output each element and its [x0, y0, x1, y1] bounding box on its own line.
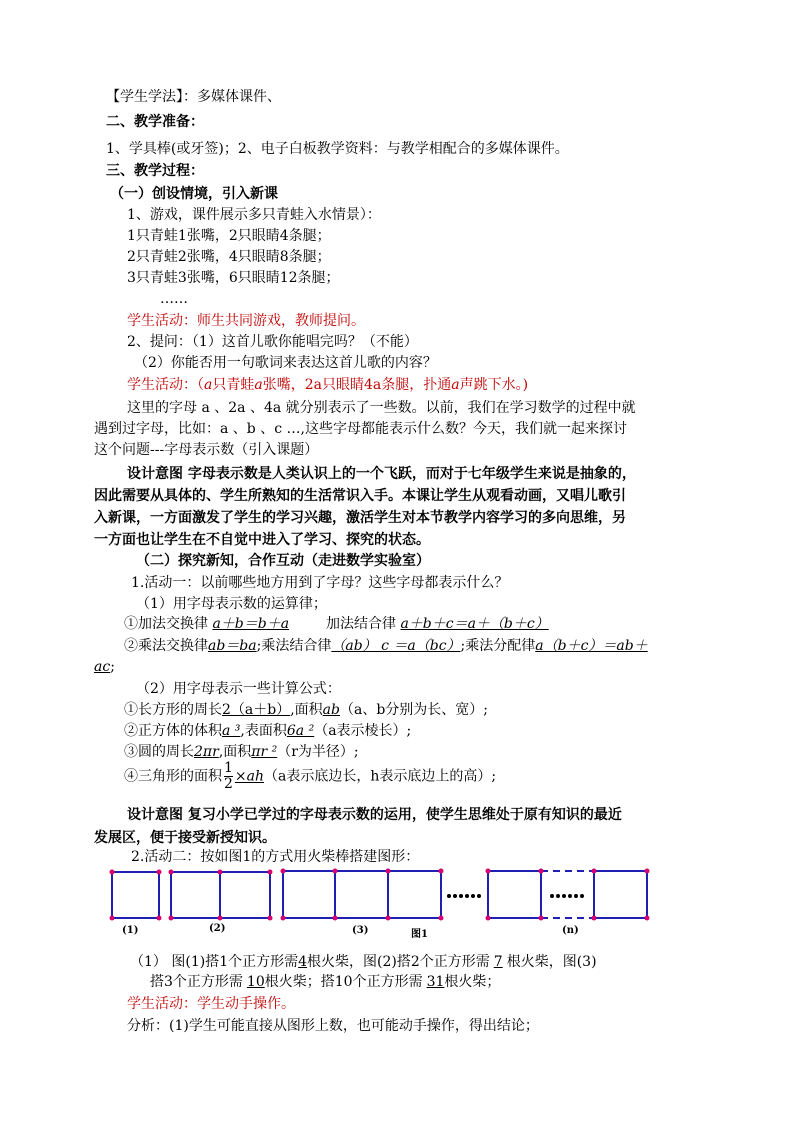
distributive-formula: a（b＋c）＝ab＋	[535, 638, 648, 654]
fign-square-last	[594, 871, 647, 918]
var-4a: 4a	[363, 377, 382, 393]
q-text: 根火柴，图(2)搭2个正方形需	[307, 954, 490, 970]
ellipsis-line: ……	[160, 291, 188, 307]
commutative-add-label: ①加法交换律	[124, 616, 208, 632]
question-matches-line2	[150, 972, 500, 992]
cube-note: （a表示棱长）;	[314, 723, 412, 739]
associative-add-label: 加法结合律	[325, 616, 396, 632]
circle-formula-line	[124, 742, 359, 762]
fraction-denominator: 2	[224, 776, 233, 792]
game-line: 1、游戏，课件展示多只青蛙入水情景）：	[127, 207, 381, 223]
activity-2-suffix: 声跳下水。)	[459, 377, 529, 393]
para-letters-1: 这里的字母 a 、2a 、4a 就分别表示了一些数。以前，我们在学习数学的过程中就	[127, 400, 636, 416]
var-a: a	[254, 377, 263, 393]
distributive-label: ;乘法分配律	[460, 638, 536, 654]
area-label: ,面积	[290, 702, 323, 718]
label-fig-2: (2)	[209, 923, 226, 934]
associative-mul-label: ;乘法结合律	[256, 638, 332, 654]
cube-surface: 6a ²	[286, 723, 315, 739]
activity-2-text: 只青蛙	[212, 377, 255, 393]
cube-label: ②正方体的体积	[124, 723, 222, 739]
student-method-line: 【学生学法】：多媒体课件、	[106, 89, 281, 105]
triangle-label: ④三角形的面积	[124, 768, 222, 785]
commutative-mul-label: ②乘法交换律	[124, 638, 208, 654]
distributive-formula-end: ac	[94, 659, 111, 675]
triangle-area: ×ah	[234, 768, 265, 785]
label-fig-n: (n)	[562, 925, 579, 936]
rect-area: ab	[322, 702, 340, 718]
answer-4: 4	[298, 954, 308, 970]
semicolon: ;	[110, 659, 115, 675]
q-text: （1） 图(1)搭1个正方形需	[130, 954, 299, 970]
design-intent-1-line2: 因此需要从具体的、学生所熟知的生活常识入手。本课让学生从观看动画，又唱儿歌引	[94, 488, 626, 504]
design-intent-2-line1: 设计意图 复习小学已学过的字母表示数的运用，使学生思维处于原有知识的最近	[127, 807, 622, 823]
fig1-square	[112, 872, 159, 918]
rectangle-formula-line	[124, 700, 488, 720]
operation-laws-heading: （1）用字母表示数的运算律；	[136, 596, 327, 612]
commutative-mul-formula: ab＝ba	[208, 638, 257, 654]
fraction-numerator: 1	[224, 760, 233, 776]
q-text: 根火柴；搭10个正方形需	[264, 974, 423, 990]
label-figure-1: 图1	[411, 929, 428, 940]
surface-label: ,表面积	[240, 723, 287, 739]
associative-mul-formula: （ab） c ＝a（bc）	[331, 638, 461, 654]
var-2a: 2a	[304, 377, 322, 393]
fig2-square-1	[171, 872, 220, 918]
section-process-heading: 三、教学过程：	[106, 163, 204, 179]
answer-10: 10	[246, 974, 265, 990]
subsection-2-heading: （二）探究新知，合作互动（走进数学实验室）	[136, 553, 430, 569]
student-activity-2	[127, 375, 528, 395]
figure-1-squares	[112, 871, 647, 918]
one-half-fraction	[224, 761, 233, 792]
circle-note: （r为半径）;	[277, 744, 359, 760]
design-intent-1-line4: 一方面也让学生在不自觉中进入了学习、探究的状态。	[94, 532, 430, 548]
para-letters-2: 遇到过字母，比如：a 、b 、c …,这些字母都能表示什么数？今天，我们就一起来探讨	[94, 421, 627, 437]
rect-note: （a、b分别为长、宽）;	[339, 702, 489, 718]
design-intent-2-line2: 发展区，便于接受新授知识。	[94, 830, 276, 846]
q-text: 根火柴；	[444, 974, 501, 990]
activity-2-heading: 2.活动二：按如图1的方式用火柴棒搭建图形：	[131, 849, 420, 865]
circle-perimeter: 2πr	[194, 744, 219, 760]
distributive-formula-cont	[94, 657, 115, 677]
ellipsis-dots	[447, 894, 584, 898]
fig3-square-3	[388, 871, 441, 918]
cube-formula-line	[124, 721, 411, 741]
rect-perimeter: 2（a＋b）	[222, 702, 291, 718]
q-text: 根火柴，图(3)	[506, 954, 597, 970]
answer-7: 7	[493, 954, 503, 970]
activity-2-text: 只眼睛	[321, 377, 364, 393]
question-2: （2）你能否用一句歌词来表达这首儿歌的内容？	[134, 355, 437, 371]
var-a: a	[204, 377, 213, 393]
multiplication-laws-line	[124, 636, 648, 656]
activity-1-question: 1.活动一：以前哪些地方用到了字母？这些字母都表示什么？	[131, 575, 509, 591]
vertex-dots	[110, 869, 650, 921]
frog-line-3: 3只青蛙3张嘴，6只眼睛12条腿；	[127, 270, 340, 286]
label-fig-1: (1)	[122, 925, 139, 936]
addition-laws-line	[124, 614, 549, 634]
q-text: 搭3个正方形需	[150, 974, 243, 990]
question-1: 2、提问：（1）这首儿歌你能唱完吗？（不能）	[127, 334, 418, 350]
design-intent-1-line3: 入新课，一方面激发了学生的学习兴趣，激活学生对本节教学内容学习的多向思维，另	[94, 510, 626, 526]
fign-square-1	[488, 871, 541, 918]
question-matches-line1	[130, 952, 597, 972]
triangle-note: （a表示底边长，h表示底边上的高）;	[264, 768, 497, 785]
design-intent-1-line1: 设计意图 字母表示数是人类认识上的一个飞跃，而对于七年级学生来说是抽象的，	[127, 466, 636, 482]
answer-31: 31	[426, 974, 445, 990]
circle-label: ③圆的周长	[124, 744, 194, 760]
activity-2-text: 条腿，扑通	[381, 377, 452, 393]
frog-line-2: 2只青蛙2张嘴，4只眼睛8条腿；	[127, 249, 331, 265]
rect-label: ①长方形的周长	[124, 702, 222, 718]
analysis-line: 分析：(1)学生可能直接从图形上数，也可能动手操作，得出结论；	[127, 1018, 539, 1034]
triangle-formula-line	[124, 761, 496, 792]
circle-area: πr ²	[251, 744, 278, 760]
section-prep-heading: 二、教学准备：	[106, 114, 204, 130]
para-letters-3: 这个问题---字母表示数（引入课题）	[94, 442, 319, 458]
student-activity-1: 学生活动：师生共同游戏，教师提问。	[127, 313, 365, 329]
fig2-square-2	[220, 872, 270, 918]
activity-2-prefix: 学生活动：（	[127, 377, 204, 393]
var-a: a	[451, 377, 460, 393]
fig3-square-2	[335, 871, 388, 918]
matchstick-figure	[106, 866, 666, 941]
commutative-add-formula: a＋b＝b＋a	[212, 616, 290, 632]
label-fig-3: (3)	[352, 925, 369, 936]
cube-volume: a ³	[222, 723, 241, 739]
fig3-square-1	[283, 871, 335, 918]
student-activity-3: 学生活动：学生动手操作。	[127, 996, 295, 1012]
subsection-1-heading: （一）创设情境，引入新课	[110, 186, 278, 202]
prep-content: 1、学具棒(或牙签)；2、电子白板教学资料：与教学相配合的多媒体课件。	[106, 141, 569, 157]
area-label: ,面积	[218, 744, 252, 760]
associative-add-formula: a＋b＋c＝a＋（b＋c）	[400, 616, 549, 632]
frog-line-1: 1只青蛙1张嘴，2只眼睛4条腿；	[127, 228, 331, 244]
formulas-heading: （2）用字母表示一些计算公式：	[136, 681, 341, 697]
activity-2-text: 张嘴，	[262, 377, 305, 393]
